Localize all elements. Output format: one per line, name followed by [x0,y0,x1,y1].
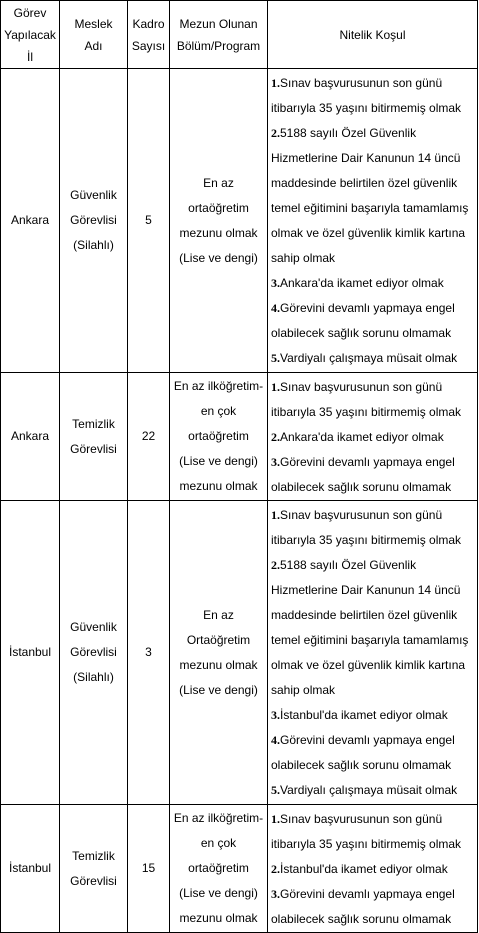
criteria-number: 1. [271,76,280,90]
cell-location: Ankara [1,69,60,373]
criteria-text: Sınav başvurusunun son günü [280,508,443,522]
cell-location: Ankara [1,373,60,501]
header-line: Adı [84,38,103,53]
criteria-text: itibarıyla 35 yaşını bitirmemiş olmak [271,533,462,547]
criteria-number: 5. [271,351,280,365]
cell-criteria [268,373,478,501]
criteria-line [271,503,477,528]
criteria-line [271,703,477,728]
criteria-text: olmak ve özel güvenlik kimlik kartına [271,226,466,240]
criteria-line [271,425,477,450]
criteria-line [271,807,477,832]
cell-occupation [60,69,128,373]
criteria-line [271,553,477,578]
criteria-number: 3. [271,455,280,469]
cell-count: 3 [128,501,170,805]
cell-count: 15 [128,805,170,933]
table-row [1,69,478,373]
criteria-line [271,146,477,171]
cell-education-line: ortaöğretim [188,200,249,215]
criteria-line [271,653,477,678]
cell-criteria [268,805,478,933]
criteria-text: itibarıyla 35 yaşını bitirmemiş olmak [271,405,462,419]
criteria-line [271,171,477,196]
cell-occupation [60,805,128,933]
criteria-text: Vardiyalı çalışmaya müsait olmak [280,351,458,365]
cell-education-line: mezunu olmak [179,225,258,240]
criteria-text: olabilecek sağlık sorunu olmamak [271,758,452,772]
criteria-text: maddesinde belirtilen özel güvenlik [271,176,458,190]
cell-criteria [268,69,478,373]
header-occupation [60,1,128,69]
criteria-number: 2. [271,126,280,140]
cell-education [170,69,268,373]
header-line: Kadro [132,16,165,31]
cell-education-line: en çok [200,836,237,850]
cell-location: İstanbul [1,501,60,805]
criteria-line [271,450,477,475]
criteria-line [271,678,477,703]
criteria-line [271,578,477,603]
criteria-line [271,375,477,400]
criteria-line [271,196,477,221]
criteria-text: İstanbul'da ikamet ediyor olmak [280,862,448,876]
criteria-line [271,475,477,500]
criteria-text: olabilecek sağlık sorunu olmamak [271,326,452,340]
cell-occupation-line: (Silahlı) [73,238,114,252]
header-criteria [268,1,478,69]
criteria-line [271,832,477,857]
criteria-text: maddesinde belirtilen özel güvenlik [271,608,458,622]
criteria-line [271,778,477,803]
criteria-text: Görevini devamlı yapmaya engel [280,455,455,469]
header-line: İl [27,49,33,64]
cell-education-line: En az ilköğretim- [173,379,264,393]
criteria-number: 2. [271,558,280,572]
header-row [1,1,478,69]
cell-education-line: en çok [200,404,237,418]
criteria-line [271,346,477,371]
cell-occupation-line: Temizlik [72,848,115,863]
criteria-text: sahip olmak [271,251,336,265]
criteria-line [271,528,477,553]
criteria-text: Hizmetlerine Dair Kanunun 14 üncü [271,583,461,597]
table-row [1,501,478,805]
header-education [170,1,268,69]
table-row [1,805,478,933]
criteria-number: 3. [271,276,280,290]
criteria-text: olmak ve özel güvenlik kimlik kartına [271,658,466,672]
cell-occupation-line: (Silahlı) [73,670,114,684]
criteria-number: 5. [271,783,280,797]
criteria-text: temel eğitimini başarıyla tamamlamış [271,633,469,647]
criteria-line [271,857,477,882]
cell-count: 5 [128,69,170,373]
criteria-line [271,753,477,778]
criteria-text: olabilecek sağlık sorunu olmamak [271,912,452,926]
criteria-line [271,400,477,425]
cell-criteria [268,501,478,805]
cell-occupation-line: Görevlisi [70,645,117,659]
criteria-text: sahip olmak [271,683,336,697]
criteria-text: 5188 sayılı Özel Güvenlik [280,126,417,140]
criteria-number: 4. [271,733,280,747]
cell-occupation-line: Görevlisi [70,441,117,456]
criteria-line [271,907,477,932]
criteria-line [271,121,477,146]
criteria-number: 2. [271,430,280,444]
table-row [1,373,478,501]
cell-occupation-line: Güvenlik [70,188,117,202]
criteria-line [271,221,477,246]
criteria-text: temel eğitimini başarıyla tamamlamış [271,201,469,215]
header-line: Görev [13,5,47,20]
cell-education [170,373,268,501]
header-line: Bölüm/Program [176,38,261,53]
cell-occupation-line: Temizlik [72,416,115,431]
criteria-line [271,628,477,653]
header-line: Yapılacak [4,27,56,42]
cell-education-line: (Lise ve dengi) [179,886,258,900]
header-line: Nitelik Koşul [339,27,406,42]
cell-occupation-line: Görevlisi [70,213,117,227]
criteria-text: itibarıyla 35 yaşını bitirmemiş olmak [271,101,462,115]
header-count [128,1,170,69]
criteria-number: 3. [271,887,280,901]
criteria-text: Sınav başvurusunun son günü [280,380,443,394]
cell-occupation-line: Görevlisi [70,873,117,888]
cell-occupation [60,373,128,501]
cell-education-line: mezunu olmak [179,479,258,493]
cell-education [170,805,268,933]
cell-education-line: (Lise ve dengi) [179,454,258,468]
header-location [1,1,60,69]
cell-education-line: mezunu olmak [179,911,258,925]
criteria-text: Hizmetlerine Dair Kanunun 14 üncü [271,151,461,165]
cell-education-line: En az [203,607,234,622]
header-line: Meslek [74,16,113,31]
criteria-text: Ankara'da ikamet ediyor olmak [280,430,444,444]
cell-education-line: (Lise ve dengi) [179,250,258,265]
cell-occupation-line: Güvenlik [70,620,117,634]
criteria-number: 1. [271,812,280,826]
criteria-line [271,603,477,628]
criteria-number: 4. [271,301,280,315]
criteria-text: olabilecek sağlık sorunu olmamak [271,480,452,494]
cell-education-line: ortaöğretim [188,429,249,443]
criteria-text: Ankara'da ikamet ediyor olmak [280,276,444,290]
criteria-line [271,246,477,271]
criteria-text: 5188 sayılı Özel Güvenlik [280,558,417,572]
cell-count: 22 [128,373,170,501]
cell-location: İstanbul [1,805,60,933]
table-body [1,69,478,933]
header-line: Mezun Olunan [179,16,258,31]
header-line: Sayısı [131,38,166,53]
criteria-number: 1. [271,380,280,394]
criteria-line [271,96,477,121]
criteria-text: İstanbul'da ikamet ediyor olmak [280,708,448,722]
criteria-line [271,71,477,96]
criteria-text: Görevini devamlı yapmaya engel [280,301,455,315]
criteria-text: Görevini devamlı yapmaya engel [280,887,455,901]
criteria-line [271,728,477,753]
cell-education-line: En az ilköğretim- [173,811,264,825]
criteria-text: Vardiyalı çalışmaya müsait olmak [280,783,458,797]
cell-education-line: ortaöğretim [188,861,249,875]
criteria-text: Görevini devamlı yapmaya engel [280,733,455,747]
criteria-number: 1. [271,508,280,522]
criteria-number: 2. [271,862,280,876]
criteria-line [271,271,477,296]
criteria-line [271,882,477,907]
cell-education-line: mezunu olmak [179,657,258,672]
cell-education-line: (Lise ve dengi) [179,682,258,697]
criteria-line [271,296,477,321]
criteria-number: 3. [271,708,280,722]
cell-occupation [60,501,128,805]
criteria-text: itibarıyla 35 yaşını bitirmemiş olmak [271,837,462,851]
cell-education-line: En az [203,175,234,190]
criteria-text: Sınav başvurusunun son günü [280,812,443,826]
criteria-text: Sınav başvurusunun son günü [280,76,443,90]
cell-education [170,501,268,805]
cell-education-line: Ortaöğretim [186,632,251,647]
criteria-line [271,321,477,346]
